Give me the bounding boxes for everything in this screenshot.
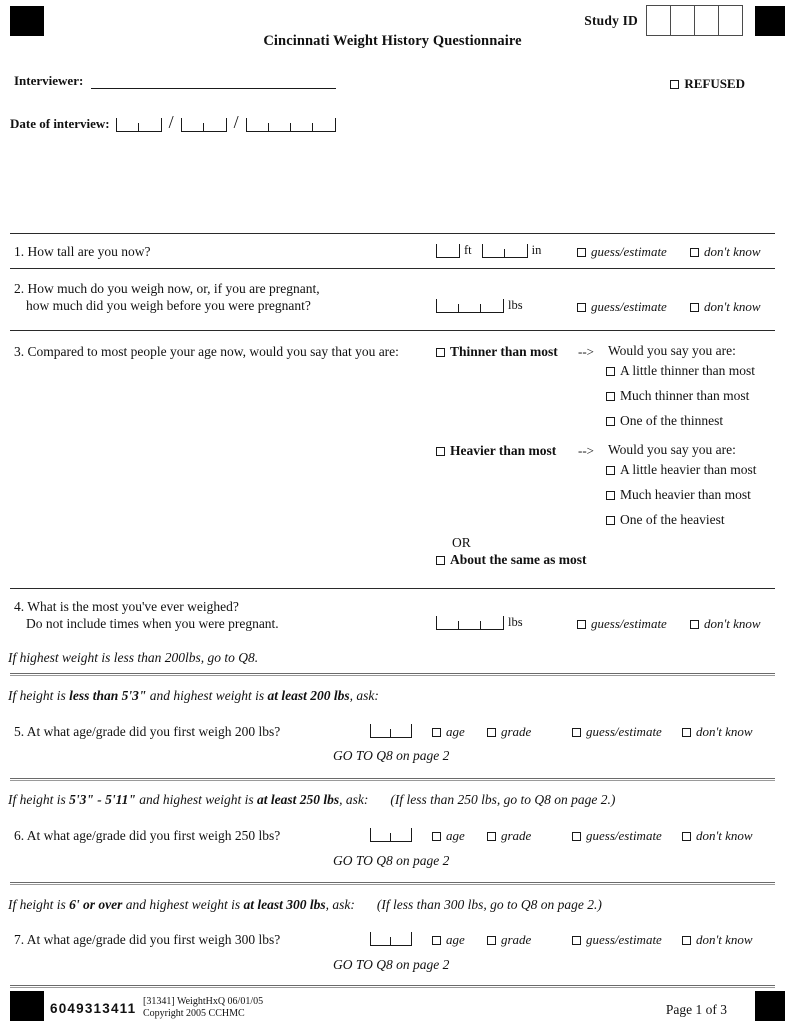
- much-thinner-checkbox[interactable]: [606, 392, 615, 401]
- comb-cell[interactable]: [269, 123, 291, 131]
- question-6-label: At what age/grade did you first weigh 250 lbs?: [26, 828, 281, 843]
- question-1-dont-know[interactable]: [690, 244, 761, 260]
- instr-q6-a: If height is: [8, 792, 70, 807]
- dont-know-label: don't know: [704, 244, 761, 259]
- interviewer-label: Interviewer:: [14, 73, 84, 88]
- question-2-answer-row[interactable]: [436, 298, 527, 313]
- dont-know-checkbox[interactable]: [682, 728, 691, 737]
- comb-cell[interactable]: [291, 123, 313, 131]
- much-heavier-checkbox[interactable]: [606, 491, 615, 500]
- heavier-than-most-label: Heavier than most: [450, 443, 557, 458]
- thinner-sub-option-2[interactable]: [606, 388, 749, 404]
- date-day-input[interactable]: [181, 118, 227, 132]
- question-1-label: How tall are you now?: [27, 244, 151, 259]
- a-little-heavier-label: A little heavier than most: [620, 462, 757, 477]
- comb-cell[interactable]: [371, 729, 391, 737]
- date-separator-1: /: [168, 112, 174, 132]
- age-checkbox[interactable]: [432, 832, 441, 841]
- arrow-icon-thinner: -->: [578, 344, 594, 359]
- date-of-interview-label: Date of interview:: [10, 116, 110, 131]
- comb-cell[interactable]: [391, 833, 411, 841]
- question-7-goto-instruction: GO TO Q8 on page 2: [333, 957, 450, 972]
- comb-cell[interactable]: [371, 937, 391, 945]
- dont-know-checkbox[interactable]: [682, 936, 691, 945]
- study-id-label: Study ID: [584, 12, 638, 28]
- study-id-cell[interactable]: [647, 6, 671, 35]
- dont-know-checkbox[interactable]: [690, 248, 699, 257]
- question-6-goto-instruction: GO TO Q8 on page 2: [333, 853, 450, 868]
- question-1-guess-estimate[interactable]: [577, 244, 667, 260]
- study-id-cell[interactable]: [695, 6, 719, 35]
- question-3-or-label: OR: [452, 535, 471, 550]
- footer-document-meta: [143, 996, 263, 1019]
- comb-cell[interactable]: [247, 123, 269, 131]
- question-6-dont-know[interactable]: [682, 828, 753, 844]
- study-id-cell[interactable]: [671, 6, 695, 35]
- comb-cell[interactable]: [437, 249, 459, 257]
- thinner-sub-option-3[interactable]: [606, 413, 723, 429]
- comb-cell[interactable]: [313, 123, 335, 131]
- guess-estimate-checkbox[interactable]: [572, 936, 581, 945]
- registration-mark-bottom-left: [10, 991, 44, 1021]
- a-little-heavier-checkbox[interactable]: [606, 466, 615, 475]
- comb-cell[interactable]: [182, 123, 204, 131]
- instr-q6-e: , ask:: [339, 792, 369, 807]
- guess-estimate-label: guess/estimate: [591, 299, 667, 314]
- heavier-sub-option-3[interactable]: [606, 512, 725, 528]
- guess-estimate-label: guess/estimate: [591, 244, 667, 259]
- instr-q5-e: , ask:: [349, 688, 379, 703]
- question-3-label: Compared to most people your age now, would you say that you are:: [27, 344, 399, 359]
- question-6-text: [14, 827, 280, 844]
- dont-know-label: don't know: [696, 724, 753, 739]
- instr-q5-c: and highest weight is: [146, 688, 268, 703]
- much-thinner-label: Much thinner than most: [620, 388, 750, 403]
- page-title: Cincinnati Weight History Questionnaire: [263, 33, 522, 49]
- age-grade-200-input[interactable]: [370, 724, 412, 738]
- question-7-answer-row[interactable]: [370, 932, 412, 946]
- instr-q5-d: at least 200 lbs: [267, 688, 350, 703]
- dont-know-label: don't know: [704, 616, 761, 631]
- comb-cell[interactable]: [371, 833, 391, 841]
- question-5-number: 5.: [14, 724, 25, 739]
- age-checkbox[interactable]: [432, 728, 441, 737]
- guess-estimate-label: guess/estimate: [586, 932, 662, 947]
- about-same-as-most-label: About the same as most: [450, 552, 587, 567]
- age-grade-300-input[interactable]: [370, 932, 412, 946]
- study-id-cell[interactable]: [719, 6, 742, 35]
- about-same-as-most-checkbox[interactable]: [436, 556, 445, 565]
- divider-above-q1: [10, 233, 775, 234]
- question-6-answer-row[interactable]: [370, 828, 412, 842]
- registration-mark-top-left: [10, 6, 44, 36]
- question-3-option-heavier[interactable]: [436, 443, 556, 459]
- height-feet-input[interactable]: [436, 244, 460, 258]
- instruction-before-q7: [8, 897, 602, 913]
- registration-mark-bottom-right: [755, 991, 785, 1021]
- grade-label: grade: [501, 932, 532, 947]
- unit-lbs-label: lbs: [508, 615, 523, 629]
- date-month-input[interactable]: [116, 118, 162, 132]
- question-6-grade-option[interactable]: [487, 828, 531, 844]
- instr-q6-b: 5'3" - 5'11": [69, 792, 136, 807]
- heavier-follow-up-prompt: Would you say you are:: [608, 442, 736, 457]
- age-label: age: [446, 828, 465, 843]
- instr-q5-b: less than 5'3": [69, 688, 147, 703]
- age-grade-250-input[interactable]: [370, 828, 412, 842]
- question-7-guess-estimate[interactable]: [572, 932, 662, 948]
- registration-mark-top-right: [755, 6, 785, 36]
- instr-q6-d: at least 250 lbs: [257, 792, 340, 807]
- question-4-guess-estimate[interactable]: [577, 616, 667, 632]
- a-little-thinner-checkbox[interactable]: [606, 367, 615, 376]
- dont-know-label: don't know: [704, 299, 761, 314]
- question-6-number: 6.: [14, 828, 25, 843]
- instruction-before-q6: [8, 792, 615, 808]
- question-5-text: [14, 723, 280, 740]
- age-label: age: [446, 932, 465, 947]
- dont-know-checkbox[interactable]: [682, 832, 691, 841]
- highest-weight-input[interactable]: [436, 616, 504, 630]
- question-3-number: 3.: [14, 344, 25, 359]
- question-5-dont-know[interactable]: [682, 724, 753, 740]
- question-7-text: [14, 931, 280, 948]
- question-7-grade-option[interactable]: [487, 932, 531, 948]
- study-id-field[interactable]: [584, 5, 743, 36]
- question-5-age-option[interactable]: [432, 724, 465, 740]
- question-7-number: 7.: [14, 932, 25, 947]
- grade-checkbox[interactable]: [487, 936, 496, 945]
- question-5-label: At what age/grade did you first weigh 200 lbs?: [26, 724, 281, 739]
- dont-know-label: don't know: [696, 828, 753, 843]
- comb-cell[interactable]: [117, 123, 139, 131]
- divider-above-footer: [10, 985, 775, 988]
- thinner-than-most-label: Thinner than most: [450, 344, 558, 359]
- comb-cell[interactable]: [483, 249, 505, 257]
- footer-copyright: Copyright 2005 CCHMC: [143, 1007, 245, 1019]
- instr-q6-paren: (If less than 250 lbs, go to Q8 on page 2.): [390, 792, 616, 807]
- date-of-interview-field[interactable]: [10, 113, 336, 132]
- divider-above-q2: [10, 268, 775, 269]
- question-2-dont-know[interactable]: [690, 299, 761, 315]
- guess-estimate-checkbox[interactable]: [577, 303, 586, 312]
- date-year-input[interactable]: [246, 118, 336, 132]
- question-1-number: 1.: [14, 244, 25, 259]
- question-4-number: 4.: [14, 599, 25, 614]
- footer-doc-id: [31341] WeightHxQ 06/01/05: [143, 996, 264, 1007]
- instr-q7-c: and highest weight is: [122, 897, 244, 912]
- refused-checkbox[interactable]: [670, 80, 679, 89]
- interviewer-input[interactable]: [91, 76, 336, 89]
- question-7-age-option[interactable]: [432, 932, 465, 948]
- unit-in-label: in: [531, 243, 542, 257]
- height-inches-input[interactable]: [482, 244, 528, 258]
- question-3-option-same[interactable]: [436, 552, 587, 568]
- question-2-text: [14, 280, 320, 314]
- dont-know-checkbox[interactable]: [690, 620, 699, 629]
- one-of-heaviest-label: One of the heaviest: [620, 512, 725, 527]
- question-3-option-thinner[interactable]: [436, 344, 558, 360]
- question-5-answer-row[interactable]: [370, 724, 412, 738]
- instruction-before-q5: [8, 688, 379, 704]
- guess-estimate-label: guess/estimate: [586, 724, 662, 739]
- question-4-answer-row[interactable]: [436, 615, 527, 630]
- instr-q7-d: at least 300 lbs: [243, 897, 326, 912]
- age-label: age: [446, 724, 465, 739]
- instruction-after-q4: If highest weight is less than 200lbs, go to Q8.: [8, 650, 259, 665]
- comb-cell[interactable]: [437, 621, 459, 629]
- refused-label: REFUSED: [684, 76, 745, 91]
- guess-estimate-label: guess/estimate: [586, 828, 662, 843]
- comb-cell[interactable]: [459, 621, 481, 629]
- question-1-answer-row[interactable]: [436, 243, 545, 258]
- divider-above-q6: [10, 778, 775, 781]
- guess-estimate-checkbox[interactable]: [572, 832, 581, 841]
- one-of-heaviest-checkbox[interactable]: [606, 516, 615, 525]
- comb-cell[interactable]: [204, 123, 226, 131]
- dont-know-label: don't know: [696, 932, 753, 947]
- divider-above-q5: [10, 673, 775, 676]
- heavier-sub-option-1[interactable]: [606, 462, 756, 478]
- instr-q6-c: and highest weight is: [135, 792, 257, 807]
- comb-cell[interactable]: [505, 249, 527, 257]
- thinner-than-most-checkbox[interactable]: [436, 348, 445, 357]
- question-5-grade-option[interactable]: [487, 724, 531, 740]
- question-4-label-line1: What is the most you've ever weighed?: [27, 599, 239, 614]
- question-6-age-option[interactable]: [432, 828, 465, 844]
- question-7-dont-know[interactable]: [682, 932, 753, 948]
- question-4-text: [14, 598, 279, 632]
- comb-cell[interactable]: [391, 937, 411, 945]
- footer-barcode-number: 6049313411: [50, 1001, 137, 1016]
- a-little-thinner-label: A little thinner than most: [620, 363, 755, 378]
- one-of-thinnest-label: One of the thinnest: [620, 413, 724, 428]
- divider-above-q4: [10, 588, 775, 589]
- one-of-thinnest-checkbox[interactable]: [606, 417, 615, 426]
- current-weight-input[interactable]: [436, 299, 504, 313]
- arrow-icon-heavier: -->: [578, 443, 594, 458]
- study-id-boxes[interactable]: [646, 5, 743, 36]
- thinner-sub-option-1[interactable]: [606, 363, 755, 379]
- heavier-than-most-checkbox[interactable]: [436, 447, 445, 456]
- guess-estimate-checkbox[interactable]: [577, 620, 586, 629]
- refused-checkbox-group[interactable]: [670, 76, 745, 92]
- guess-estimate-label: guess/estimate: [591, 616, 667, 631]
- instr-q7-e: , ask:: [325, 897, 355, 912]
- grade-checkbox[interactable]: [487, 728, 496, 737]
- interviewer-field[interactable]: [14, 73, 336, 89]
- date-separator-2: /: [233, 112, 239, 132]
- unit-lbs-label: lbs: [508, 298, 523, 312]
- thinner-follow-up-prompt: Would you say you are:: [608, 343, 736, 358]
- instr-q5-a: If height is: [8, 688, 70, 703]
- dont-know-checkbox[interactable]: [690, 303, 699, 312]
- footer-page-number: Page 1 of 3: [665, 1002, 727, 1017]
- question-2-label-line2: how much did you weigh before you were pregnant?: [26, 298, 311, 313]
- question-2-label-line1: How much do you weigh now, or, if you are pregnant,: [27, 281, 320, 296]
- grade-checkbox[interactable]: [487, 832, 496, 841]
- comb-cell[interactable]: [391, 729, 411, 737]
- grade-label: grade: [501, 828, 532, 843]
- question-4-dont-know[interactable]: [690, 616, 761, 632]
- guess-estimate-checkbox[interactable]: [577, 248, 586, 257]
- question-4-label-line2: Do not include times when you were pregnant.: [26, 616, 279, 631]
- comb-cell[interactable]: [437, 304, 459, 312]
- comb-cell[interactable]: [459, 304, 481, 312]
- question-3-text: [14, 343, 399, 360]
- grade-label: grade: [501, 724, 532, 739]
- comb-cell[interactable]: [139, 123, 161, 131]
- age-checkbox[interactable]: [432, 936, 441, 945]
- divider-above-q3: [10, 330, 775, 331]
- heavier-sub-option-2[interactable]: [606, 487, 751, 503]
- instr-q7-a: If height is: [8, 897, 70, 912]
- instr-q7-b: 6' or over: [69, 897, 123, 912]
- instr-q7-paren: (If less than 300 lbs, go to Q8 on page 2.): [376, 897, 602, 912]
- question-7-label: At what age/grade did you first weigh 300 lbs?: [26, 932, 281, 947]
- much-heavier-label: Much heavier than most: [620, 487, 751, 502]
- question-6-guess-estimate[interactable]: [572, 828, 662, 844]
- divider-above-q7: [10, 882, 775, 885]
- comb-cell[interactable]: [481, 621, 503, 629]
- unit-ft-label: ft: [464, 243, 472, 257]
- question-2-number: 2.: [14, 281, 25, 296]
- guess-estimate-checkbox[interactable]: [572, 728, 581, 737]
- comb-cell[interactable]: [481, 304, 503, 312]
- question-5-goto-instruction: GO TO Q8 on page 2: [333, 748, 450, 763]
- question-2-guess-estimate[interactable]: [577, 299, 667, 315]
- question-5-guess-estimate[interactable]: [572, 724, 662, 740]
- question-1-text: [14, 243, 150, 260]
